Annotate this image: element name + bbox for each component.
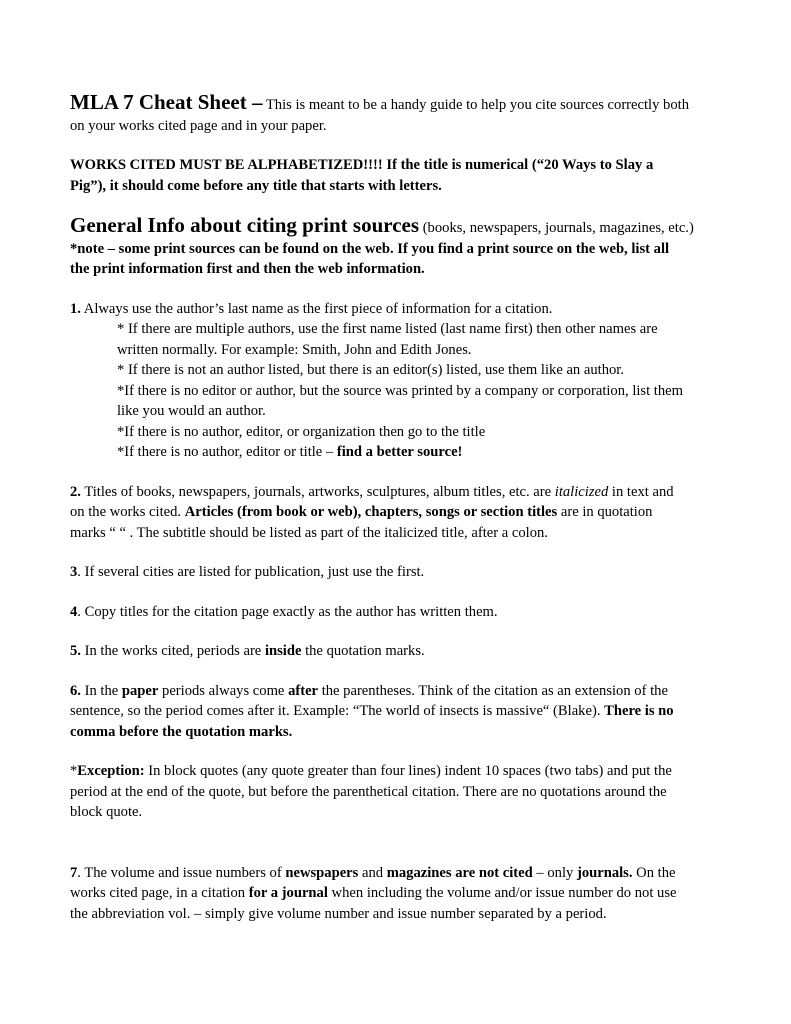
rule-7-bold: newspapers	[285, 864, 359, 881]
rule-4	[70, 602, 720, 623]
exception-line3: block quote.	[70, 804, 143, 820]
intro-text-line1: This is meant to be a handy guide to help you cite sources correctly both	[262, 97, 689, 113]
rule-1-sub-line: written normally. For example: Smith, John and Edith Jones.	[117, 341, 472, 358]
rule-7-line1	[70, 863, 720, 884]
rule-4-text: . Copy titles for the citation page exactly as the author has written them.	[77, 603, 498, 620]
exception-label: Exception:	[77, 763, 145, 779]
rule-6-bold: after	[288, 682, 319, 699]
rule-2-bold: Articles (from book or web), chapters, songs or section titles	[184, 504, 558, 520]
rule-7-text: works cited page, in a citation	[70, 885, 249, 901]
rule-6-text: the parentheses. Think of the citation as an extension of the	[318, 682, 668, 699]
general-info-heading: General Info about citing print sources	[70, 213, 420, 237]
rule-4-number: 4	[70, 603, 78, 620]
rule-6-line2	[70, 701, 720, 722]
document-page	[70, 92, 720, 924]
rule-2-line2	[70, 502, 720, 523]
rule-2-number: 2.	[70, 483, 81, 500]
rule-2-text: in text and	[608, 483, 674, 500]
rule-6-bold: paper	[121, 682, 159, 699]
rule-1-indented-list	[70, 319, 720, 463]
rule-5-bold: inside	[264, 643, 302, 659]
rule-7-line2	[70, 883, 720, 904]
rule-6-number: 6.	[70, 682, 81, 699]
rule-7-text: and	[358, 864, 387, 881]
rule-7-bold: journals.	[576, 864, 633, 881]
rule-6-bold: There is no	[604, 703, 674, 719]
exception-text: In block quotes (any quote greater than four lines) indent 10 spaces (two tabs) and put the	[144, 763, 672, 779]
rule-1-last-text: *If there is no author, editor or title –	[117, 444, 337, 460]
rule-7-line3: the abbreviation vol. – simply give volume number and issue number separated by a period.	[70, 905, 607, 922]
rule-7-text: On the	[632, 864, 676, 881]
rule-5-text: the quotation marks.	[301, 643, 425, 659]
rule-1-last-bold: find a better source!	[336, 444, 463, 460]
title-paragraph	[70, 92, 720, 116]
rule-2-italic: italicized	[554, 483, 609, 500]
intro-text-line2: on your works cited page and in your paper.	[70, 117, 327, 134]
exception-star: *	[70, 763, 78, 779]
rule-2-line3: marks “ “ . The subtitle should be listed as part of the italicized title, after a colon.	[70, 524, 548, 541]
rule-6-line3: comma before the quotation marks.	[70, 723, 293, 740]
rule-7-number: 7	[70, 864, 78, 881]
mla-title: MLA 7 Cheat Sheet –	[70, 90, 263, 114]
rule-6-text: periods always come	[158, 682, 289, 699]
alphabetize-note-line1: WORKS CITED MUST BE ALPHABETIZED!!!! If the title is numerical (“20 Ways to Slay a	[70, 157, 654, 173]
print-web-note-line1: *note – some print sources can be found on the web. If you find a print source on the web, list all	[70, 240, 670, 257]
rule-6-text: sentence, so the period comes after it. Example: “The world of insects is massive“ (Blake).	[70, 703, 605, 719]
rule-7-text: – only	[532, 864, 577, 881]
alphabetize-note-line2: Pig”), it should come before any title that starts with letters.	[70, 177, 442, 194]
rule-3-number: 3	[70, 564, 78, 580]
rule-5	[70, 641, 720, 662]
rule-1-last-sub-line	[117, 442, 720, 463]
exception-line1	[70, 761, 720, 782]
rule-1	[70, 299, 720, 320]
general-info-heading-paren: (books, newspapers, journals, magazines, etc.)	[419, 220, 694, 236]
rule-5-text: In the works cited, periods are	[80, 643, 265, 659]
rule-2-text: on the works cited.	[70, 504, 185, 520]
rule-2-line1	[70, 482, 720, 503]
rule-1-sub-line: *If there is no editor or author, but the source was printed by a company or corporation, list them	[117, 382, 683, 399]
rule-6-text: In the	[80, 682, 122, 699]
rule-1-sub-line: * If there is not an author listed, but there is an editor(s) listed, use them like an author.	[117, 362, 625, 378]
rule-7-text: when including the volume and/or issue number do not use	[327, 885, 677, 901]
exception-line2: period at the end of the quote, but before the parenthetical citation. There are no quotations around the	[70, 783, 667, 800]
general-info-heading-line	[70, 215, 720, 239]
print-web-note-line2: the print information first and then the web information.	[70, 261, 425, 277]
rule-2-text: are in quotation	[557, 504, 653, 520]
rule-6-line1	[70, 681, 720, 702]
rule-1-text: Always use the author’s last name as the first piece of information for a citation.	[80, 300, 553, 317]
rule-3	[70, 562, 720, 583]
rule-1-sub-line: like you would an author.	[117, 403, 266, 419]
rule-7-bold: magazines are not cited	[386, 864, 533, 881]
rule-1-sub-line: * If there are multiple authors, use the first name listed (last name first) then other names are	[117, 321, 658, 337]
rule-1-number: 1.	[70, 300, 81, 317]
rule-1-sub-line: *If there is no author, editor, or organization then go to the title	[117, 423, 486, 440]
rule-3-text: . If several cities are listed for publication, just use the first.	[77, 564, 425, 580]
rule-2-text: Titles of books, newspapers, journals, artworks, sculptures, album titles, etc. are	[80, 483, 555, 500]
rule-7-text: . The volume and issue numbers of	[77, 864, 286, 881]
rule-7-bold: for a journal	[248, 885, 328, 901]
rule-5-number: 5.	[70, 643, 81, 659]
